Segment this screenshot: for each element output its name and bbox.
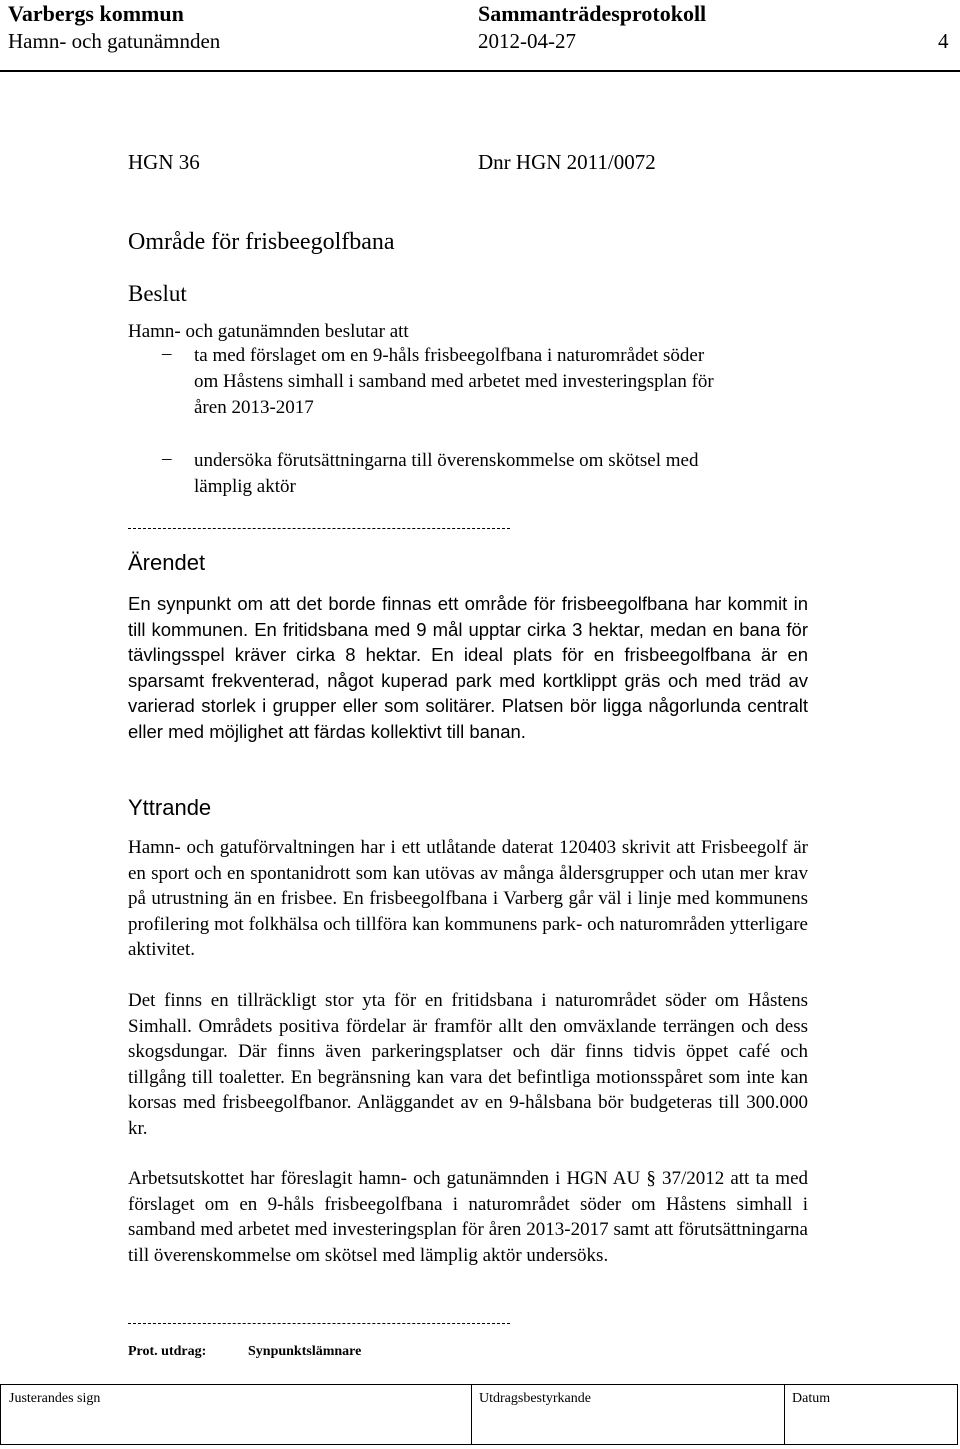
beslut-item-line: undersöka förutsättningarna till överenskommelse om skötsel med [194,450,699,471]
meeting-date: 2012-04-27 [478,29,576,53]
beslut-item-line: lämplig aktör [194,476,296,497]
document-type: Sammanträdesprotokoll [478,1,707,26]
beslut-item-line: ta med förslaget om en 9-håls frisbeegolfbana i naturområdet söder [194,345,705,366]
dash-bullet: – [162,343,172,364]
certification-cell [471,1385,785,1444]
date-label: Datum [792,1391,831,1406]
yttrande-paragraph-3: Arbetsutskottet har föreslagit hamn- och gatunämnden i HGN AU § 37/2012 att ta med förslaget om en 9-håls frisbeegolfbana i naturområdet söder om Håstens simhall i samband med arbetet med investeringsplan för åren 2013-2017 samt att förutsättningarna till överenskommelse om skötsel med lämplig aktör undersöks. [128,1168,808,1266]
header-divider [0,70,960,72]
beslut-intro: Hamn- och gatunämnden beslutar att [128,321,409,342]
case-title: Område för frisbeegolfbana [128,229,395,255]
beslut-item-line: åren 2013-2017 [194,397,314,418]
page-number: 4 [938,29,949,53]
dash-bullet: – [162,448,172,469]
sign-label: Justerandes sign [9,1391,101,1406]
yttrande-heading: Yttrande [128,795,212,820]
organization-name: Varbergs kommun [8,1,184,26]
case-dnr: Dnr HGN 2011/0072 [478,150,656,174]
committee-name: Hamn- och gatunämnden [8,29,221,53]
sign-cell [1,1385,472,1444]
case-number: HGN 36 [128,150,200,174]
distribution-label: Prot. utdrag: [128,1344,207,1359]
arendet-text: En synpunkt om att det borde finnas ett område för frisbeegolfbana har kommit in till kommunen. En fritidsbana med 9 mål upptar cirka 3 hektar, medan en bana för tävlingsspel kräver cirka 8 hektar. En ideal plats för en frisbeegolfbana är en sparsamt frekventerad, något kuperad park med kortklippt gräs och med träd av varierad storlek i grupper eller som solitärer. Platsen bör ligga någorlunda centralt eller med möjlighet att färdas kollektivt till banan. [128,593,808,742]
section-divider [128,1323,510,1324]
beslut-item-line: om Håstens simhall i samband med arbetet med investeringsplan för [194,371,714,392]
yttrande-paragraph-2: Det finns en tillräckligt stor yta för en fritidsbana i naturområdet söder om Håstens Simhall. Områdets positiva fördelar är framför allt den omväxlande terrängen och dess skogsdungar. Där finns även parkeringsplatser och där finns tidvis öppet café och tillgång till toaletter. En begränsning kan vara det befintliga motionsspåret som inte kan korsas med frisbeegolfbanor. Anläggandet av en 9-hålsbana bör budgeteras till 300.000 kr. [128,990,808,1139]
arendet-heading: Ärendet [128,550,206,575]
signature-table [0,1384,958,1445]
distribution-recipient: Synpunktslämnare [248,1344,362,1359]
date-cell [784,1385,957,1444]
section-divider [128,528,510,529]
certification-label: Utdragsbestyrkande [479,1391,591,1406]
beslut-heading: Beslut [128,281,187,306]
yttrande-paragraph-1: Hamn- och gatuförvaltningen har i ett utlåtande daterat 120403 skrivit att Frisbeegolf är en sport och en spontanidrott som kan utövas av många åldersgrupper och utan mer krav på utrustning än en frisbee. En frisbeegolfbana i Varberg går väl i linje med kommunens profilering mot folkhälsa och tillföra kan kommunens park- och naturområden ytterligare aktivitet. [128,837,808,960]
